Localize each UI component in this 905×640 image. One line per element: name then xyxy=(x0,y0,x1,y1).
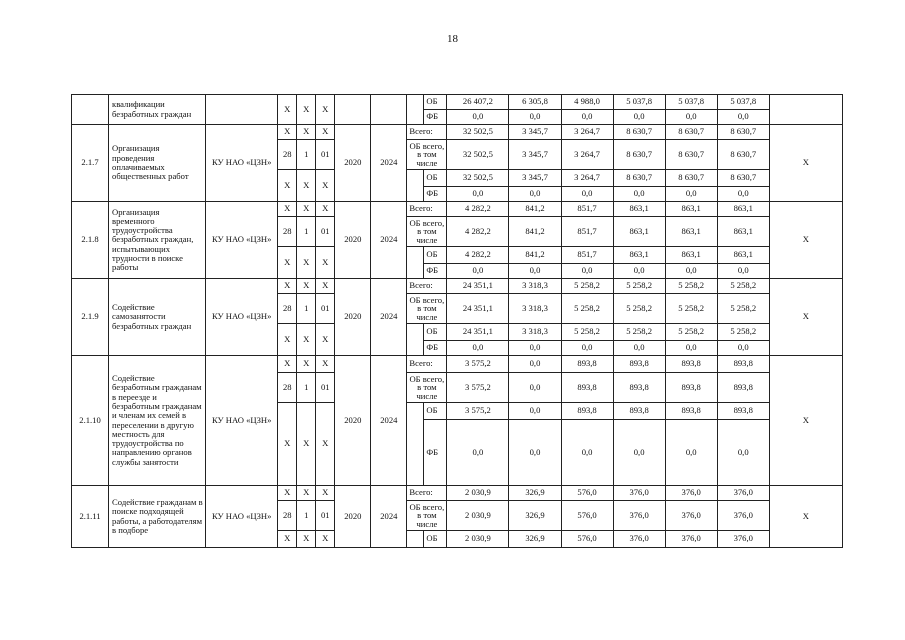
ob-value: 851,7 xyxy=(561,247,613,264)
ob-value: 376,0 xyxy=(665,531,717,548)
fb-value: 0,0 xyxy=(509,341,561,356)
finance-value: 5 037,8 xyxy=(613,95,665,110)
ob-total-value: 376,0 xyxy=(665,501,717,531)
finance-value: 0,0 xyxy=(509,110,561,125)
code-cell: 1 xyxy=(297,294,316,324)
code-cell: X xyxy=(278,531,297,548)
source-label: ФБ xyxy=(424,420,447,486)
total-value: 3 264,7 xyxy=(561,125,613,140)
finance-value: 5 037,8 xyxy=(717,95,769,110)
total-value: 0,0 xyxy=(509,356,561,373)
measure-name: Организация проведения оплачиваемых общественных работ xyxy=(109,125,206,202)
year-start: 2020 xyxy=(335,125,371,202)
code-cell: X xyxy=(297,95,316,125)
code-cell: 28 xyxy=(278,294,297,324)
total-value: 5 258,2 xyxy=(665,279,717,294)
code-cell: X xyxy=(316,356,335,373)
source-label: ФБ xyxy=(424,187,447,202)
total-value: 851,7 xyxy=(561,202,613,217)
source-label: ФБ xyxy=(424,264,447,279)
ob-total-value: 8 630,7 xyxy=(665,140,717,170)
fb-value: 0,0 xyxy=(561,264,613,279)
ob-value: 32 502,5 xyxy=(447,170,509,187)
ob-total-value: 5 258,2 xyxy=(717,294,769,324)
code-cell: X xyxy=(316,170,335,202)
code-cell: X xyxy=(316,486,335,501)
ob-total-value: 3 575,2 xyxy=(447,373,509,403)
year-start: 2020 xyxy=(335,486,371,548)
result-cell xyxy=(769,95,842,125)
code-cell: X xyxy=(316,403,335,486)
finance-value: 0,0 xyxy=(613,110,665,125)
ob-total-value: 376,0 xyxy=(613,501,665,531)
ob-total-value: 2 030,9 xyxy=(447,501,509,531)
fb-value: 0,0 xyxy=(717,341,769,356)
source-label: ФБ xyxy=(424,110,447,125)
ob-value: 5 258,2 xyxy=(665,324,717,341)
code-cell: X xyxy=(278,95,297,125)
ob-value: 2 030,9 xyxy=(447,531,509,548)
code-cell: 01 xyxy=(316,373,335,403)
code-cell: X xyxy=(278,247,297,279)
code-cell: X xyxy=(278,202,297,217)
total-label: Всего: xyxy=(407,125,447,140)
fb-value: 0,0 xyxy=(561,187,613,202)
year-start: 2020 xyxy=(335,279,371,356)
ob-total-value: 576,0 xyxy=(561,501,613,531)
total-value: 5 258,2 xyxy=(561,279,613,294)
table-row xyxy=(72,279,843,294)
fb-value: 0,0 xyxy=(447,187,509,202)
ob-total-label: ОБ всего, в том числе xyxy=(407,217,447,247)
table-row xyxy=(72,486,843,501)
ob-total-value: 851,7 xyxy=(561,217,613,247)
year-end: 2024 xyxy=(371,202,407,279)
ob-value: 841,2 xyxy=(509,247,561,264)
table-row xyxy=(72,356,843,373)
row-id: 2.1.9 xyxy=(72,279,109,356)
spacer-cell xyxy=(407,247,424,279)
code-cell: 1 xyxy=(297,140,316,170)
total-label: Всего: xyxy=(407,486,447,501)
code-cell: X xyxy=(297,247,316,279)
code-cell: X xyxy=(316,247,335,279)
total-value: 8 630,7 xyxy=(613,125,665,140)
source-label: ОБ xyxy=(424,247,447,264)
source-label: ОБ xyxy=(424,170,447,187)
result-cell: X xyxy=(769,486,842,548)
total-value: 376,0 xyxy=(717,486,769,501)
ob-value: 893,8 xyxy=(561,403,613,420)
code-cell: X xyxy=(316,125,335,140)
row-id: 2.1.7 xyxy=(72,125,109,202)
measure-name: Содействие самозанятости безработных граждан xyxy=(109,279,206,356)
code-cell: 28 xyxy=(278,373,297,403)
ob-value: 8 630,7 xyxy=(665,170,717,187)
total-value: 5 258,2 xyxy=(613,279,665,294)
source-label: ОБ xyxy=(424,531,447,548)
measure-name: Содействие гражданам в поиске подходящей работы, а работодателям в подборе xyxy=(109,486,206,548)
result-cell: X xyxy=(769,279,842,356)
code-cell: X xyxy=(316,324,335,356)
source-label: ОБ xyxy=(424,324,447,341)
code-cell: 01 xyxy=(316,501,335,531)
row-id xyxy=(72,95,109,125)
total-value: 863,1 xyxy=(613,202,665,217)
code-cell: X xyxy=(316,95,335,125)
executor: КУ НАО «ЦЗН» xyxy=(206,486,278,548)
year-end: 2024 xyxy=(371,356,407,486)
measure-name: Организация временного трудоустройства безработных граждан, испытывающих трудности в поиске работы xyxy=(109,202,206,279)
fb-value: 0,0 xyxy=(447,264,509,279)
code-cell: X xyxy=(297,324,316,356)
finance-value: 0,0 xyxy=(665,110,717,125)
fb-value: 0,0 xyxy=(665,187,717,202)
finance-value: 26 407,2 xyxy=(447,95,509,110)
total-value: 376,0 xyxy=(613,486,665,501)
result-cell: X xyxy=(769,125,842,202)
fb-value: 0,0 xyxy=(509,187,561,202)
spacer-cell xyxy=(407,170,424,202)
ob-total-value: 893,8 xyxy=(717,373,769,403)
finance-value: 4 988,0 xyxy=(561,95,613,110)
ob-total-value: 3 318,3 xyxy=(509,294,561,324)
ob-total-value: 0,0 xyxy=(509,373,561,403)
fb-value: 0,0 xyxy=(613,420,665,486)
total-value: 3 345,7 xyxy=(509,125,561,140)
spacer-cell xyxy=(407,531,424,548)
ob-total-value: 326,9 xyxy=(509,501,561,531)
source-label: ФБ xyxy=(424,341,447,356)
ob-value: 24 351,1 xyxy=(447,324,509,341)
code-cell: X xyxy=(278,356,297,373)
code-cell: 1 xyxy=(297,373,316,403)
total-value: 576,0 xyxy=(561,486,613,501)
ob-total-value: 5 258,2 xyxy=(561,294,613,324)
ob-value: 863,1 xyxy=(665,247,717,264)
year-end: 2024 xyxy=(371,279,407,356)
code-cell: X xyxy=(297,279,316,294)
ob-value: 893,8 xyxy=(717,403,769,420)
ob-value: 326,9 xyxy=(509,531,561,548)
code-cell: X xyxy=(297,403,316,486)
source-label: ОБ xyxy=(424,403,447,420)
code-cell: X xyxy=(316,531,335,548)
ob-total-value: 4 282,2 xyxy=(447,217,509,247)
fb-value: 0,0 xyxy=(613,264,665,279)
year-end: 2024 xyxy=(371,486,407,548)
year-start xyxy=(335,95,371,125)
table-row xyxy=(72,125,843,140)
code-cell: X xyxy=(297,486,316,501)
total-value: 863,1 xyxy=(717,202,769,217)
total-value: 326,9 xyxy=(509,486,561,501)
fb-value: 0,0 xyxy=(613,341,665,356)
total-value: 2 030,9 xyxy=(447,486,509,501)
result-cell: X xyxy=(769,356,842,486)
total-value: 893,8 xyxy=(717,356,769,373)
code-cell: 01 xyxy=(316,217,335,247)
ob-value: 376,0 xyxy=(717,531,769,548)
code-cell: 01 xyxy=(316,140,335,170)
finance-value: 0,0 xyxy=(561,110,613,125)
ob-value: 3 318,3 xyxy=(509,324,561,341)
code-cell: X xyxy=(278,279,297,294)
fb-value: 0,0 xyxy=(561,341,613,356)
total-value: 376,0 xyxy=(665,486,717,501)
code-cell: X xyxy=(278,170,297,202)
finance-value: 6 305,8 xyxy=(509,95,561,110)
ob-value: 893,8 xyxy=(665,403,717,420)
ob-total-value: 8 630,7 xyxy=(613,140,665,170)
ob-total-value: 863,1 xyxy=(665,217,717,247)
executor: КУ НАО «ЦЗН» xyxy=(206,356,278,486)
fb-value: 0,0 xyxy=(509,264,561,279)
measure-name: квалификации безработных граждан xyxy=(109,95,206,125)
total-value: 863,1 xyxy=(665,202,717,217)
ob-value: 5 258,2 xyxy=(613,324,665,341)
code-cell: X xyxy=(297,125,316,140)
code-cell: 01 xyxy=(316,294,335,324)
code-cell: X xyxy=(278,403,297,486)
ob-value: 576,0 xyxy=(561,531,613,548)
ob-total-value: 5 258,2 xyxy=(613,294,665,324)
total-value: 893,8 xyxy=(665,356,717,373)
ob-value: 8 630,7 xyxy=(717,170,769,187)
total-value: 24 351,1 xyxy=(447,279,509,294)
ob-total-value: 3 264,7 xyxy=(561,140,613,170)
total-value: 32 502,5 xyxy=(447,125,509,140)
ob-total-value: 893,8 xyxy=(561,373,613,403)
result-cell: X xyxy=(769,202,842,279)
year-end: 2024 xyxy=(371,125,407,202)
ob-total-label: ОБ всего, в том числе xyxy=(407,294,447,324)
ob-value: 863,1 xyxy=(717,247,769,264)
total-label: Всего: xyxy=(407,202,447,217)
ob-value: 863,1 xyxy=(613,247,665,264)
year-end xyxy=(371,95,407,125)
ob-total-label: ОБ всего, в том числе xyxy=(407,501,447,531)
row-id: 2.1.11 xyxy=(72,486,109,548)
total-value: 893,8 xyxy=(561,356,613,373)
fb-value: 0,0 xyxy=(665,264,717,279)
fb-value: 0,0 xyxy=(561,420,613,486)
code-cell: 28 xyxy=(278,501,297,531)
ob-value: 5 258,2 xyxy=(561,324,613,341)
table-row xyxy=(72,95,843,110)
ob-total-value: 893,8 xyxy=(665,373,717,403)
ob-value: 8 630,7 xyxy=(613,170,665,187)
ob-value: 3 264,7 xyxy=(561,170,613,187)
ob-value: 893,8 xyxy=(613,403,665,420)
ob-total-value: 376,0 xyxy=(717,501,769,531)
ob-total-value: 32 502,5 xyxy=(447,140,509,170)
code-cell: 28 xyxy=(278,217,297,247)
code-cell: 1 xyxy=(297,217,316,247)
code-cell: X xyxy=(278,125,297,140)
finance-value: 0,0 xyxy=(447,110,509,125)
measure-name: Содействие безработным гражданам в переезде и безработным гражданам и членам их семей в переселении в другую местность для трудоустройства по направлению органов службы занятости xyxy=(109,356,206,486)
code-cell: X xyxy=(297,202,316,217)
table-row xyxy=(72,202,843,217)
code-cell: 1 xyxy=(297,501,316,531)
code-cell: X xyxy=(316,202,335,217)
total-value: 841,2 xyxy=(509,202,561,217)
ob-total-value: 24 351,1 xyxy=(447,294,509,324)
executor: КУ НАО «ЦЗН» xyxy=(206,202,278,279)
total-value: 893,8 xyxy=(613,356,665,373)
ob-total-label: ОБ всего, в том числе xyxy=(407,373,447,403)
fb-value: 0,0 xyxy=(717,187,769,202)
ob-total-label: ОБ всего, в том числе xyxy=(407,140,447,170)
page-number: 18 xyxy=(447,33,458,45)
total-value: 8 630,7 xyxy=(717,125,769,140)
spacer-cell xyxy=(407,403,424,486)
code-cell: X xyxy=(278,324,297,356)
executor xyxy=(206,95,278,125)
year-start: 2020 xyxy=(335,356,371,486)
total-label: Всего: xyxy=(407,279,447,294)
ob-total-value: 863,1 xyxy=(613,217,665,247)
fb-value: 0,0 xyxy=(717,264,769,279)
code-cell: X xyxy=(297,531,316,548)
source-label: ОБ xyxy=(424,95,447,110)
finance-value: 5 037,8 xyxy=(665,95,717,110)
ob-value: 4 282,2 xyxy=(447,247,509,264)
row-id: 2.1.10 xyxy=(72,356,109,486)
ob-total-value: 863,1 xyxy=(717,217,769,247)
ob-total-value: 841,2 xyxy=(509,217,561,247)
code-cell: X xyxy=(278,486,297,501)
total-label: Всего: xyxy=(407,356,447,373)
ob-value: 3 575,2 xyxy=(447,403,509,420)
row-id: 2.1.8 xyxy=(72,202,109,279)
spacer-cell xyxy=(407,324,424,356)
spacer-cell xyxy=(407,95,424,125)
total-value: 3 575,2 xyxy=(447,356,509,373)
ob-value: 0,0 xyxy=(509,403,561,420)
ob-value: 3 345,7 xyxy=(509,170,561,187)
total-value: 5 258,2 xyxy=(717,279,769,294)
program-table xyxy=(71,94,843,548)
ob-value: 5 258,2 xyxy=(717,324,769,341)
ob-value: 376,0 xyxy=(613,531,665,548)
year-start: 2020 xyxy=(335,202,371,279)
fb-value: 0,0 xyxy=(717,420,769,486)
code-cell: X xyxy=(316,279,335,294)
fb-value: 0,0 xyxy=(665,341,717,356)
fb-value: 0,0 xyxy=(447,341,509,356)
fb-value: 0,0 xyxy=(447,420,509,486)
code-cell: X xyxy=(297,356,316,373)
ob-total-value: 5 258,2 xyxy=(665,294,717,324)
ob-total-value: 3 345,7 xyxy=(509,140,561,170)
code-cell: X xyxy=(297,170,316,202)
executor: КУ НАО «ЦЗН» xyxy=(206,125,278,202)
fb-value: 0,0 xyxy=(509,420,561,486)
code-cell: 28 xyxy=(278,140,297,170)
fb-value: 0,0 xyxy=(613,187,665,202)
total-value: 8 630,7 xyxy=(665,125,717,140)
finance-value: 0,0 xyxy=(717,110,769,125)
executor: КУ НАО «ЦЗН» xyxy=(206,279,278,356)
fb-value: 0,0 xyxy=(665,420,717,486)
ob-total-value: 8 630,7 xyxy=(717,140,769,170)
total-value: 3 318,3 xyxy=(509,279,561,294)
total-value: 4 282,2 xyxy=(447,202,509,217)
ob-total-value: 893,8 xyxy=(613,373,665,403)
